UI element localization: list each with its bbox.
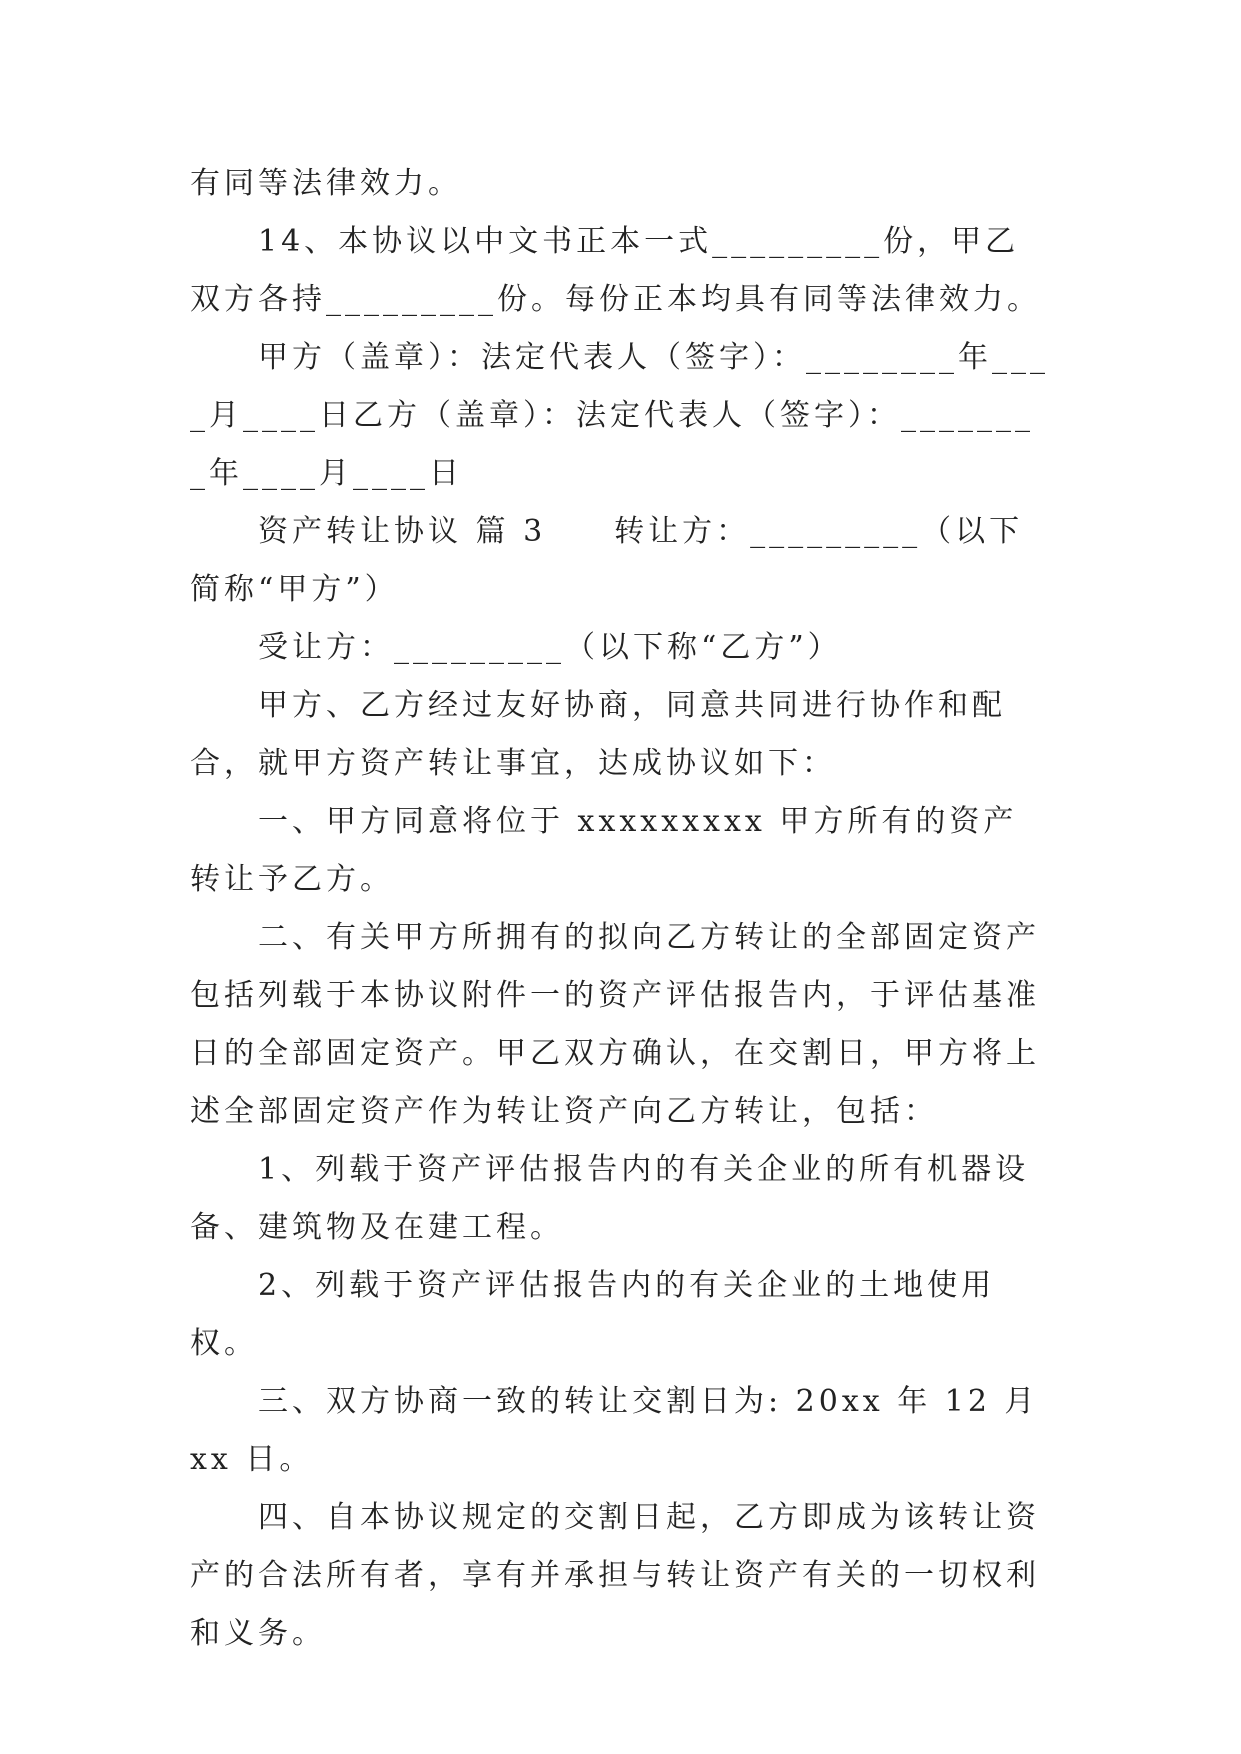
paragraph-clause-1: 一、甲方同意将位于 xxxxxxxxx 甲方所有的资产转让予乙方。 xyxy=(190,804,1018,897)
paragraph-item-1: 1、列载于资产评估报告内的有关企业的所有机器设备、建筑物及在建工程。 xyxy=(190,1152,1030,1245)
paragraph-copies-clause: 14、本协议以中文书正本一式_________份，甲乙双方各持_________份。每份正本均具有同等法律效力。 xyxy=(190,224,1041,317)
paragraph-section-title-transferor: 资产转让协议 篇 3 转让方：_________（以下简称“甲方”） xyxy=(190,514,1024,607)
paragraph-signature-block: 甲方（盖章）：法定代表人（签字）：________年____月____日乙方（盖章）：法定代表人（签字）：________年____月____日 xyxy=(190,340,1049,491)
paragraph-clause-2: 二、有关甲方所拥有的拟向乙方转让的全部固定资产包括列载于本协议附件一的资产评估报告内，于评估基准日的全部固定资产。甲乙双方确认，在交割日，甲方将上述全部固定资产作为转让资产向乙方转让，包括： xyxy=(190,920,1040,1129)
paragraph-clause-4: 四、自本协议规定的交割日起，乙方即成为该转让资产的合法所有者，享有并承担与转让资产有关的一切权利和义务。 xyxy=(190,1500,1040,1651)
paragraph-continuation: 有同等法律效力。 xyxy=(190,166,462,201)
paragraph-item-2: 2、列载于资产评估报告内的有关企业的土地使用权。 xyxy=(190,1268,996,1361)
paragraph-preamble: 甲方、乙方经过友好协商，同意共同进行协作和配合，就甲方资产转让事宜，达成协议如下： xyxy=(190,688,1006,781)
paragraph-clause-3: 三、双方协商一致的转让交割日为: 20xx 年 12 月 xx 日。 xyxy=(190,1384,1052,1477)
paragraph-transferee: 受让方：_________（以下称“乙方”） xyxy=(258,630,842,665)
document-body xyxy=(190,155,1050,1663)
